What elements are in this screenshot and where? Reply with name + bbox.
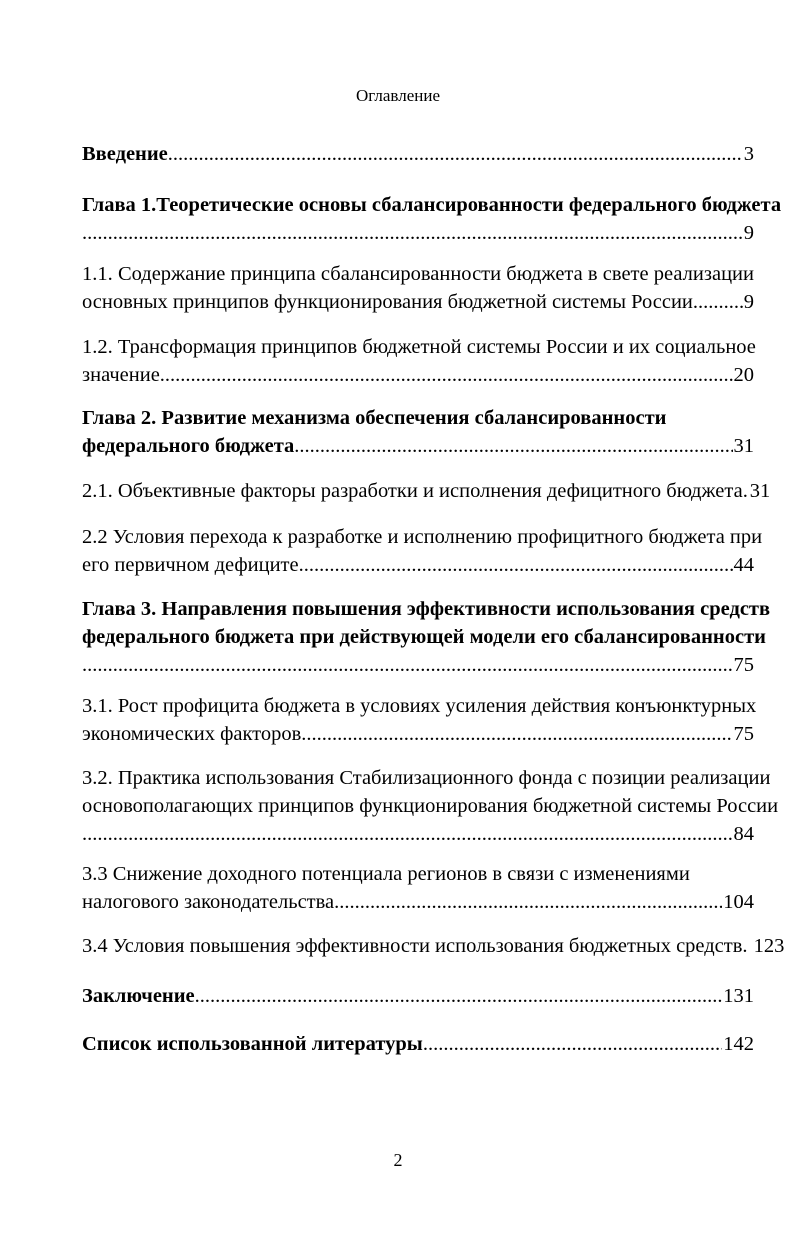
toc-entry-label: 3.2. Практика использования Стабилизационного фонда с позиции реализации [82,767,771,789]
toc-page-number: 104 [723,891,754,913]
dot-leader [82,820,733,848]
toc-entry-label: Список использованной литературы [82,1033,423,1055]
toc-entry-section-3-1[interactable] [82,692,757,748]
toc-entry-label: 1.2. Трансформация принципов бюджетной системы России и их социальное [82,336,756,358]
page-number: 2 [393,1150,403,1170]
toc-entry-section-2-2[interactable] [82,523,763,579]
dot-leader [301,720,732,748]
dot-leader [423,1030,722,1058]
toc-entry-label-cont: основных принципов функционирования бюджетной системы России [82,291,693,313]
toc-entry-section-3-3[interactable] [82,860,754,916]
toc-page-number: 75 [733,654,754,676]
dot-leader [299,551,733,579]
toc-entry-label: Глава 1.Теоретические основы сбалансированности федерального бюджета [82,194,782,216]
toc-page-number: 9 [743,222,754,244]
dot-leader [334,888,722,916]
toc-entry-section-1-1[interactable] [82,260,754,316]
toc-page-number: 142 [723,1033,754,1055]
toc-entry-references[interactable] [82,1030,754,1058]
toc-entry-conclusion[interactable] [82,982,754,1010]
toc-entry-label-cont: налогового законодательства [82,891,335,913]
toc-title: Оглавление [356,86,440,105]
dot-leader [195,982,723,1010]
dot-leader [82,651,733,679]
toc-page-number: 123 [753,935,785,957]
toc-entry-label: 3.1. Рост профицита бюджета в условиях усиления действия конъюнктурных [82,695,757,717]
dot-leader [160,361,733,389]
toc-page-number: 20 [733,364,754,386]
toc-entry-section-3-2[interactable] [82,764,779,848]
dot-leader [168,140,743,168]
toc-entry-intro[interactable] [82,140,754,168]
toc-entry-section-1-2[interactable] [82,333,754,389]
toc-page-number: 31 [733,435,754,457]
toc-entry-label-cont: федерального бюджета при действующей модели его сбалансированности [82,626,766,648]
toc-page-number: 75 [733,723,754,745]
toc-entry-label: Глава 3. Направления повышения эффективности использования средств [82,598,771,620]
toc-page-number: 84 [733,823,754,845]
toc-page-number: 131 [723,985,754,1007]
toc-page-number: 44 [733,554,754,576]
toc-entry-section-2-1[interactable] [82,477,771,505]
toc-entry-chapter-1[interactable] [82,191,782,247]
toc-entry-label: 2.1. Объективные факторы разработки и исполнения дефицитного бюджета [82,480,743,502]
toc-entry-label: Глава 2. Развитие механизма обеспечения сбалансированности [82,407,667,429]
dot-leader [693,288,743,316]
toc-entry-label-cont: экономических факторов [82,723,302,745]
toc-entry-label-cont: основополагающих принципов функционирования бюджетной системы России [82,795,779,817]
dot-leader [82,219,743,247]
toc-page-number: 31 [749,480,771,502]
dot-leader [294,432,732,460]
toc-page-number: 3 [743,143,754,165]
toc-entry-label: Введение [82,143,168,165]
toc-entry-label: 2.2 Условия перехода к разработке и исполнению профицитного бюджета при [82,526,763,548]
toc-entry-label: 3.3 Снижение доходного потенциала регионов в связи с изменениями [82,863,690,885]
toc-entry-section-3-4[interactable] [82,932,785,960]
toc-entry-label-cont: его первичном дефиците [82,554,299,576]
toc-page-number: 9 [743,291,754,313]
toc-entry-label: 1.1. Содержание принципа сбалансированности бюджета в свете реализации [82,263,754,285]
toc-entry-label: 3.4 Условия повышения эффективности использования бюджетных средств. [82,935,748,957]
toc-entry-label-cont: федерального бюджета [82,435,295,457]
toc-entry-label: Заключение [82,985,195,1007]
toc-entry-label-cont: значение [82,364,160,386]
toc-entry-chapter-2[interactable] [82,404,754,460]
toc-entry-chapter-3[interactable] [82,595,771,679]
